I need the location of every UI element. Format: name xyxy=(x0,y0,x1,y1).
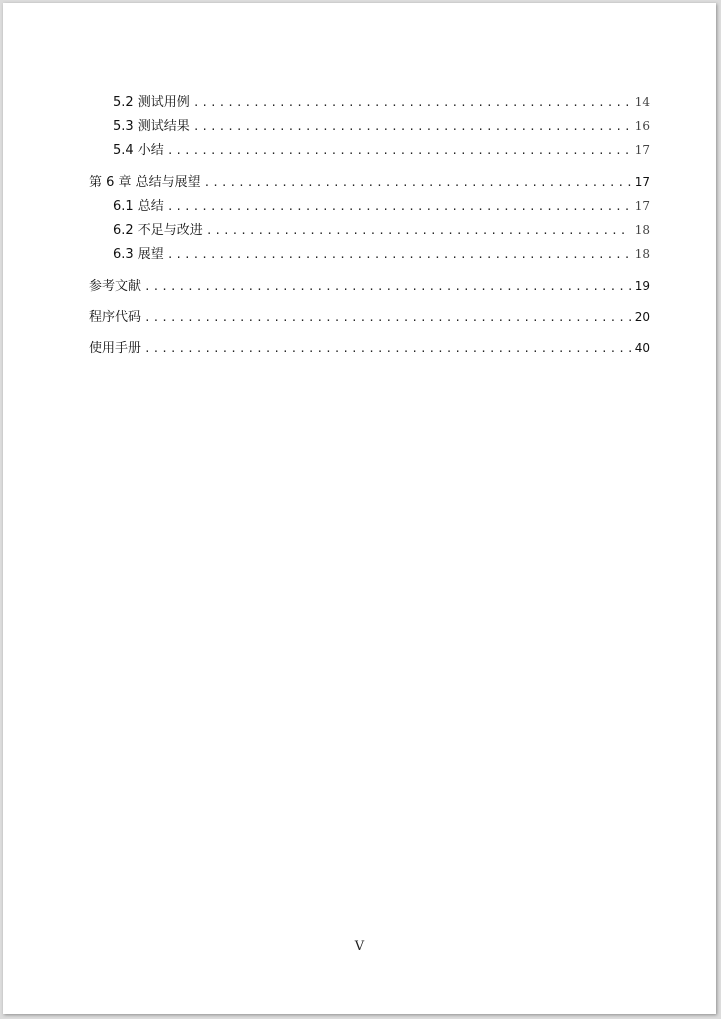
toc-entry-title: 参考文献 xyxy=(89,279,142,294)
dot-leader xyxy=(193,118,631,136)
toc-entry-page: 40 xyxy=(634,341,650,355)
toc-entry-title: 5.3 测试结果 xyxy=(113,119,190,134)
toc-entry-5-2[interactable] xyxy=(113,93,650,111)
dot-leader xyxy=(144,309,631,327)
toc-entry-title: 6.2 不足与改进 xyxy=(113,223,203,238)
toc-entry-title: 使用手册 xyxy=(89,341,142,356)
dot-leader xyxy=(193,94,631,112)
dot-leader xyxy=(144,340,631,358)
toc-entry-title: 程序代码 xyxy=(89,310,142,325)
toc-entry-title: 6.3 展望 xyxy=(113,247,164,262)
toc-entry-page: 18 xyxy=(634,247,650,261)
toc-entry-page: 14 xyxy=(634,95,650,109)
page-number-footer: V xyxy=(354,939,365,954)
toc-entry-5-3[interactable] xyxy=(113,117,650,135)
toc-entry-5-4[interactable] xyxy=(113,141,650,159)
toc-entry-page: 18 xyxy=(634,223,650,237)
dot-leader xyxy=(167,198,631,216)
toc-entry-user-manual[interactable] xyxy=(89,339,650,357)
toc-entry-title: 6.1 总结 xyxy=(113,199,164,214)
toc-entry-references[interactable] xyxy=(89,277,650,295)
toc-entry-title: 5.2 测试用例 xyxy=(113,95,190,110)
toc-entry-page: 17 xyxy=(634,143,650,157)
toc-entry-page: 16 xyxy=(634,119,650,133)
toc-entry-page: 17 xyxy=(634,175,650,189)
dot-leader xyxy=(206,222,631,240)
dot-leader xyxy=(144,278,631,296)
toc-entry-chapter-6[interactable] xyxy=(89,173,650,191)
document-page xyxy=(3,3,716,1014)
toc-entry-page: 19 xyxy=(634,279,650,293)
toc-entry-6-3[interactable] xyxy=(113,245,650,263)
toc-entry-program-code[interactable] xyxy=(89,308,650,326)
toc-entry-6-2[interactable] xyxy=(113,221,650,239)
toc-entry-6-1[interactable] xyxy=(113,197,650,215)
toc-entry-page: 17 xyxy=(634,199,650,213)
toc-entry-title: 5.4 小结 xyxy=(113,143,164,158)
dot-leader xyxy=(167,142,631,160)
toc-entry-title: 第 6 章 总结与展望 xyxy=(89,175,201,190)
dot-leader xyxy=(167,246,631,264)
toc-entry-page: 20 xyxy=(634,310,650,324)
dot-leader xyxy=(204,174,631,192)
